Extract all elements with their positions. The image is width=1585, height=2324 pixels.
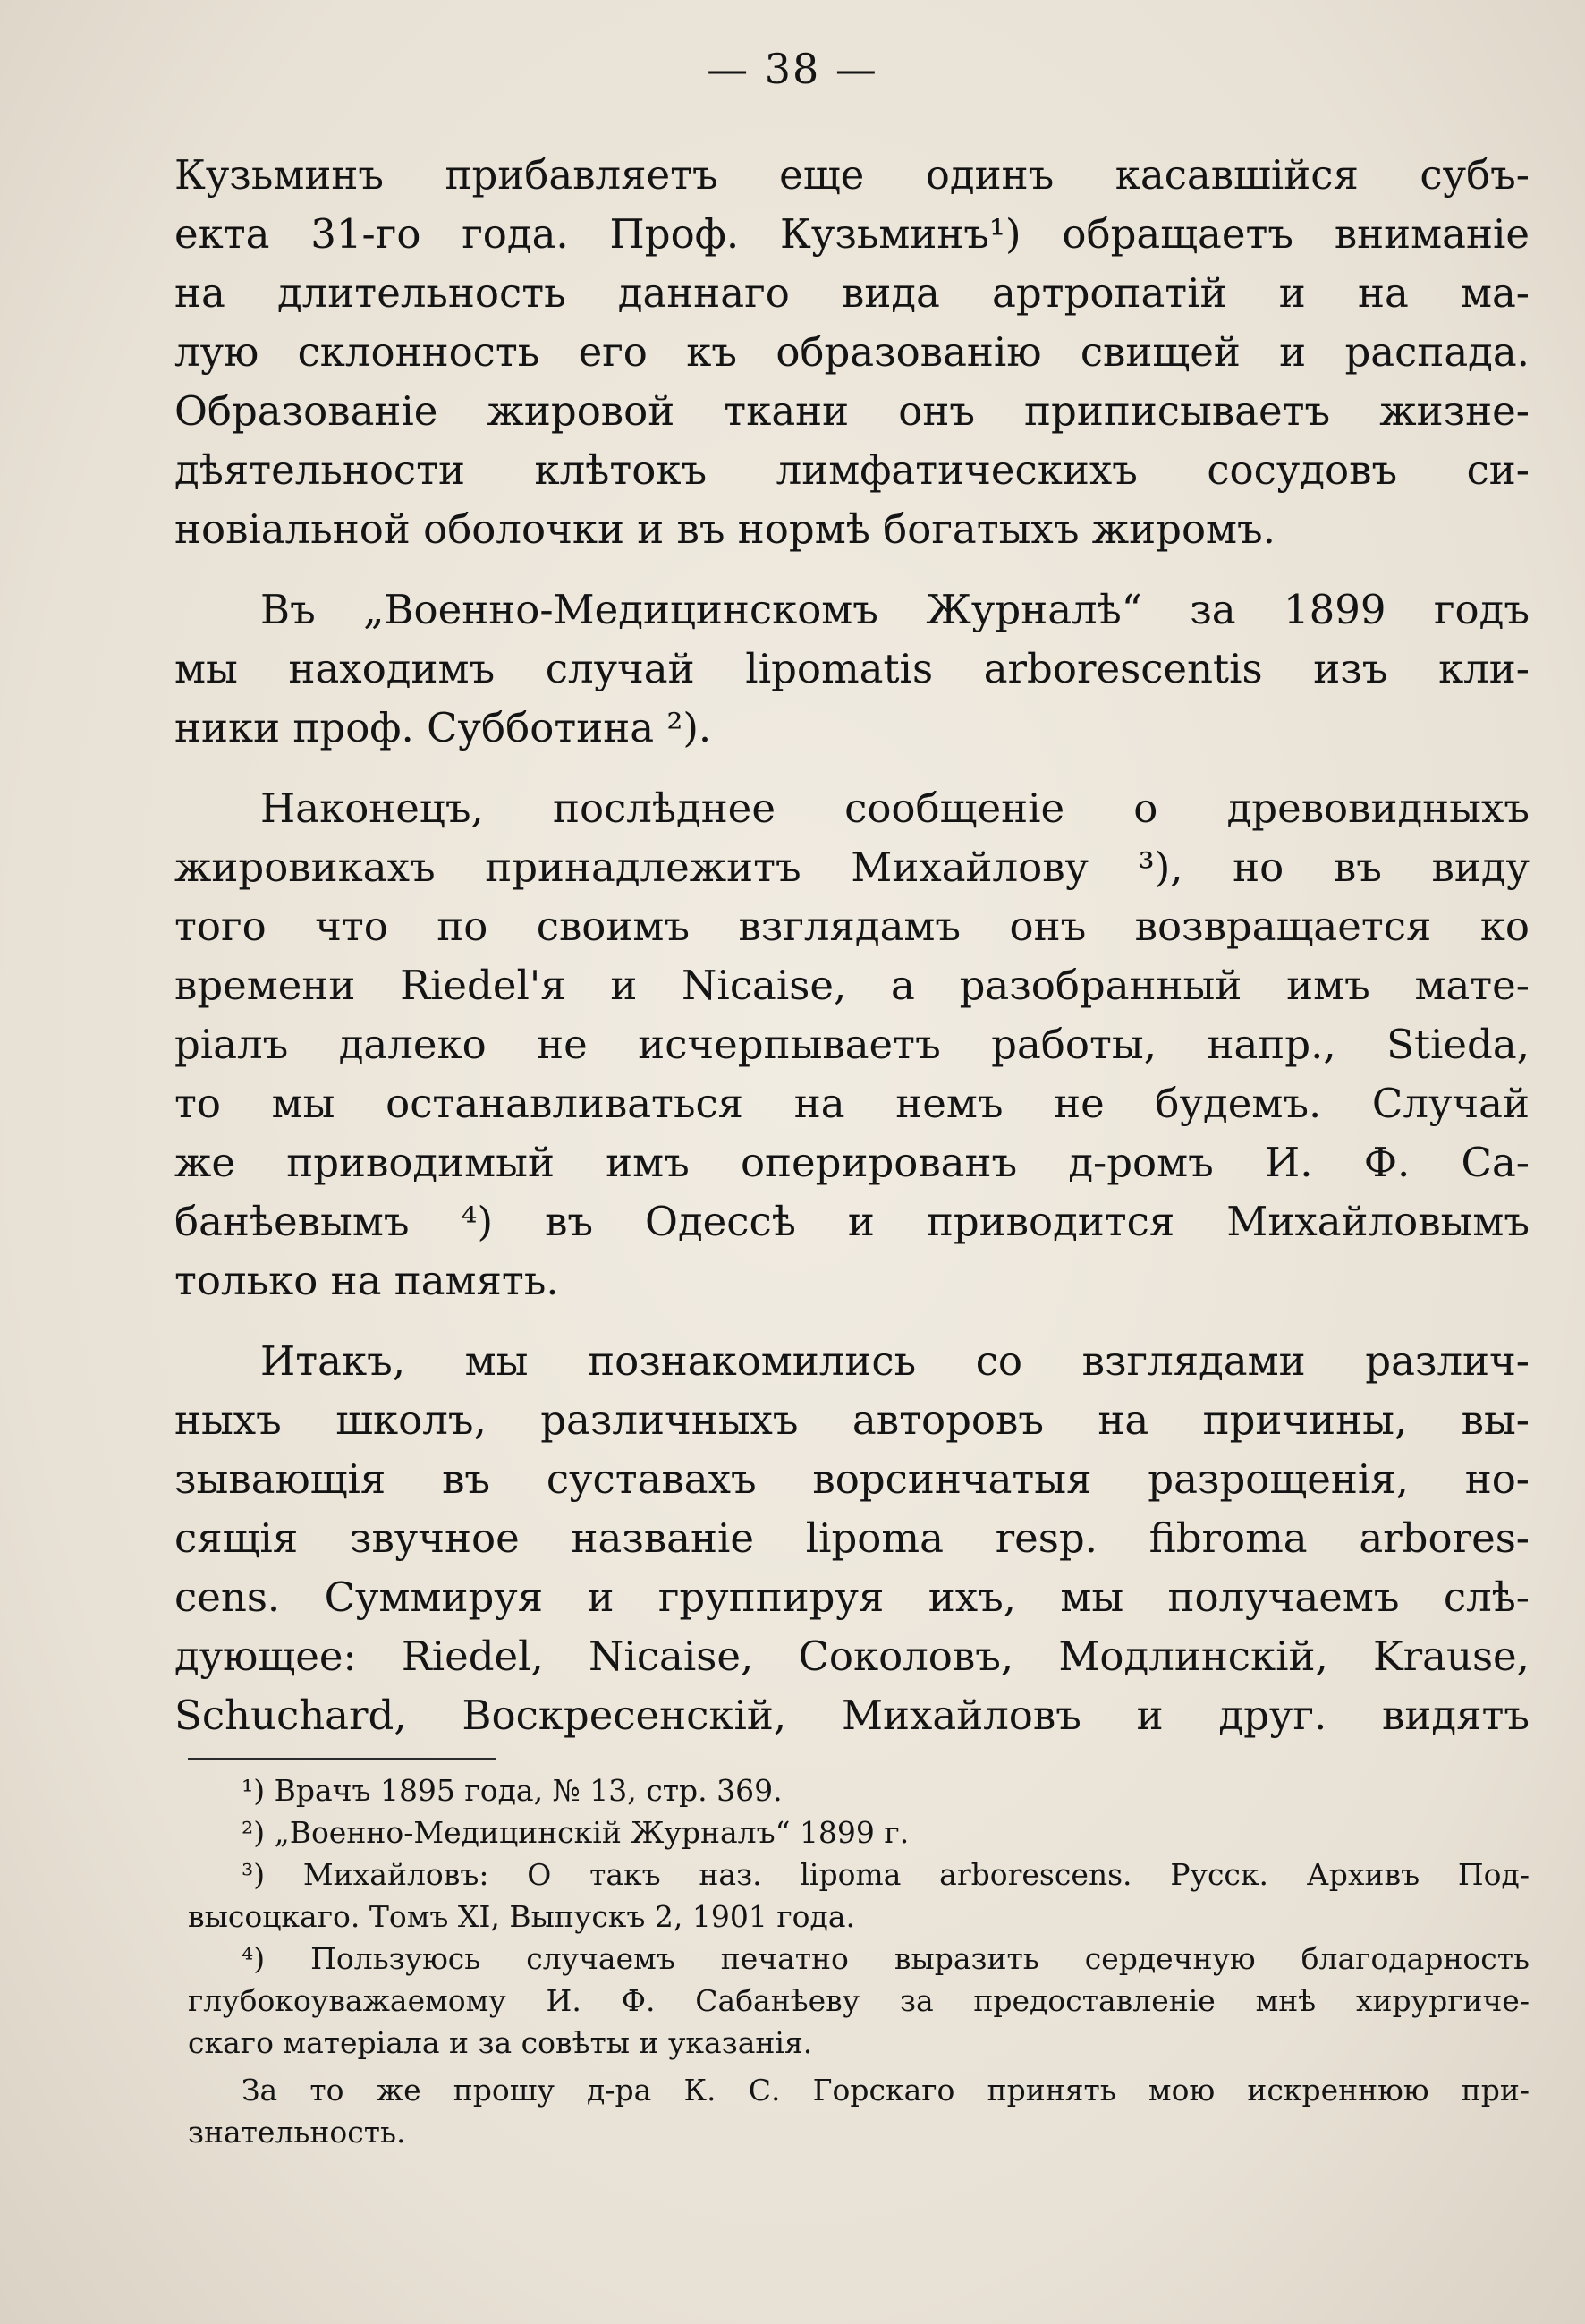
text-line: сящія звучное названіе lipoma resp. fibroma arbores-: [174, 1514, 1530, 1562]
footnote-line: За то же прошу д-ра К. С. Горскаго принять мою искреннюю при-: [242, 2073, 1530, 2108]
text-line: мы находимъ случай lipomatis arborescentis изъ кли-: [174, 645, 1530, 692]
text-line: того что по своимъ взглядамъ онъ возвращается ко: [174, 903, 1530, 950]
footnote-line: ²) „Военно-Медицинскій Журналъ“ 1899 г.: [242, 1815, 910, 1850]
text-line: Въ „Военно-Медицинскомъ Журналѣ“ за 1899 годъ: [260, 586, 1530, 633]
footnotes: [188, 1769, 1530, 2153]
footnote-line: ⁴) Пользуюсь случаемъ печатно выразить сердечную благодарность: [242, 1941, 1530, 1976]
text-line: екта 31-го года. Проф. Кузьминъ¹) обращаетъ вниманіе: [174, 210, 1530, 258]
text-line: то мы останавливаться на немъ не будемъ. Случай: [174, 1080, 1530, 1127]
text-line: жировикахъ принадлежитъ Михайлову ³), но въ виду: [174, 844, 1530, 891]
text-line: банѣевымъ ⁴) въ Одессѣ и приводится Михайловымъ: [174, 1198, 1530, 1245]
footnote-line: глубокоуважаемому И. Ф. Сабанѣеву за предоставленіе мнѣ хирургиче-: [188, 1983, 1530, 2018]
text-line: cens. Суммируя и группируя ихъ, мы получаемъ слѣ-: [174, 1573, 1530, 1621]
text-line: Кузьминъ прибавляетъ еще одинъ касавшійся субъ-: [174, 151, 1530, 199]
text-line: дующее: Riedel, Nicaise, Соколовъ, Модлинскій, Krause,: [174, 1633, 1530, 1680]
footnote-divider: [188, 1758, 496, 1760]
text-line: лую склонность его къ образованію свищей и распада.: [174, 328, 1530, 376]
text-line: дѣятельности клѣтокъ лимфатическихъ сосудовъ си-: [174, 446, 1530, 494]
text-line: времени Riedel'я и Nicaise, а разобранный имъ мате-: [174, 962, 1530, 1009]
text-line: ники проф. Субботина ²).: [174, 704, 712, 751]
text-line: на длительность даннаго вида артропатій и на ма-: [174, 269, 1530, 317]
text-line: Schuchard, Воскресенскій, Михайловъ и друг. видятъ: [174, 1692, 1530, 1739]
text-line: зывающія въ суставахъ ворсинчатыя разрощенія, но-: [174, 1455, 1530, 1503]
footnote-line: ¹) Врачъ 1895 года, № 13, стр. 369.: [242, 1773, 783, 1808]
footnote-line: скаго матеріала и за совѣты и указанія.: [188, 2025, 813, 2060]
footnote-line: знательность.: [188, 2115, 406, 2150]
page-number: — 38 —: [707, 45, 878, 93]
text-line: Наконецъ, послѣднее сообщеніе о древовидныхъ: [260, 785, 1530, 832]
text-line: ныхъ школъ, различныхъ авторовъ на причины, вы-: [174, 1396, 1530, 1444]
text-line: только на память.: [174, 1257, 559, 1304]
footnote-line: ³) Михайловъ: О такъ наз. lipoma arborescens. Русск. Архивъ Под-: [242, 1857, 1530, 1892]
text-line: Образованіе жировой ткани онъ приписываетъ жизне-: [174, 387, 1530, 435]
text-line: новіальной оболочки и въ нормѣ богатыхъ жиромъ.: [174, 505, 1276, 553]
footnote-line: высоцкаго. Томъ XI, Выпускъ 2, 1901 года.: [188, 1899, 855, 1934]
text-line: Итакъ, мы познакомились со взглядами различ-: [260, 1337, 1530, 1385]
text-line: ріалъ далеко не исчерпываетъ работы, напр., Stieda,: [174, 1021, 1530, 1068]
text-line: же приводимый имъ оперированъ д-ромъ И. Ф. Са-: [174, 1139, 1530, 1186]
main-text: [174, 146, 1530, 1745]
